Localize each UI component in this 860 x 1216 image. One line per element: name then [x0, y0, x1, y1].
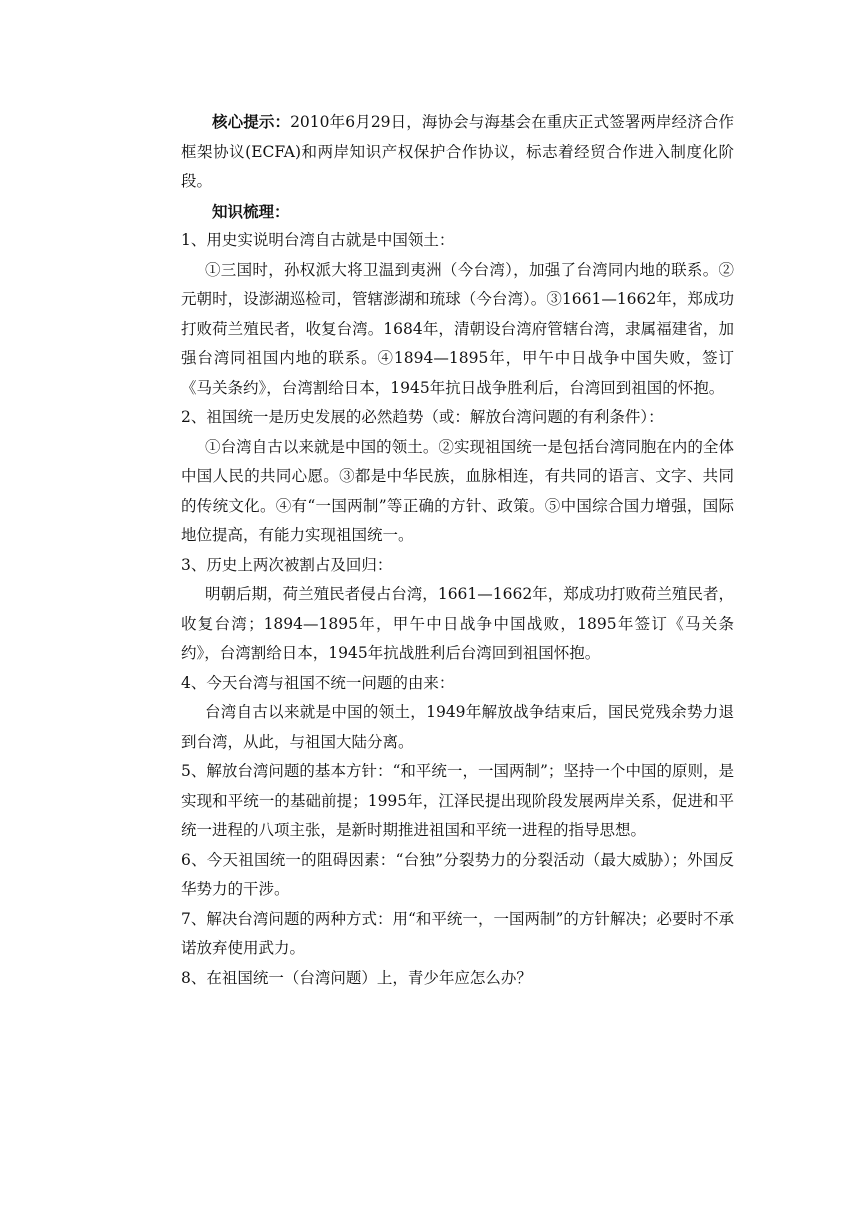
core-tip-paragraph: [181, 107, 734, 197]
section-2-body: ①台湾自古以来就是中国的领土。②实现祖国统一是包括台湾同胞在内的全体中国人民的共同心愿。③都是中华民族，血脉相连，有共同的语言、文字、共同的传统文化。④有“一国两制”等正确的方针、政策。⑤中国综合国力增强，国际地位提高，有能力实现祖国统一。: [181, 437, 734, 544]
section-3-heading: 3、历史上两次被割占及回归：: [181, 555, 393, 574]
document-content: [181, 107, 734, 993]
section-2-heading: 2、祖国统一是历史发展的必然趋势（或：解放台湾问题的有利条件）：: [181, 408, 664, 426]
item-6: 6、今天祖国统一的阻碍因素：“台独”分裂势力的分裂活动（最大威胁）；外国反华势力的干涉。: [181, 850, 734, 898]
item-8: 8、在祖国统一（台湾问题）上，青少年应怎么办？: [181, 968, 532, 987]
core-tip-label: 核心提示：: [212, 112, 291, 131]
item-7: 7、解决台湾问题的两种方式：用“和平统一，一国两制”的方针解决；必要时不承诺放弃使用武力。: [181, 909, 734, 957]
section-1-body: ①三国时，孙权派大将卫温到夷洲（今台湾），加强了台湾同内地的联系。②元朝时，设澎湖巡检司，管辖澎湖和琉球（今台湾）。③1661—1662年，郑成功打败荷兰殖民者，收复台湾。1684年，清朝设台湾府管辖台湾，隶属福建省，加强台湾同祖国内地的联系。④1894—1895年，甲午中日战争中国失败，签订《马关条约》，台湾割给日本，1945年抗日战争胜利后，台湾回到祖国的怀抱。: [181, 260, 734, 397]
section-4-body: 台湾自古以来就是中国的领土，1949年解放战争结束后，国民党残余势力退到台湾，从此，与祖国大陆分离。: [181, 703, 734, 751]
section-4-heading: 4、今天台湾与祖国不统一问题的由来：: [181, 673, 455, 692]
knowledge-title: 知识梳理：: [212, 201, 290, 221]
item-5: 5、解放台湾问题的基本方针：“和平统一，一国两制”；坚持一个中国的原则，是实现和平统一的基础前提；1995年，江泽民提出现阶段发展两岸关系，促进和平统一进程的八项主张，是新时期推进祖国和平统一进程的指导思想。: [181, 762, 734, 839]
section-3-body: 明朝后期，荷兰殖民者侵占台湾，1661—1662年，郑成功打败荷兰殖民者，收复台湾；1894—1895年，甲午中日战争中国战败，1895年签订《马关条约》，台湾割给日本，1945年抗战胜利后台湾回到祖国怀抱。: [181, 585, 734, 662]
core-tip-text: 2010年6月29日，海协会与海基会在重庆正式签署两岸经济合作框架协议(ECFA)和两岸知识产权保护合作协议，标志着经贸合作进入制度化阶段。: [181, 113, 734, 190]
section-1-heading: 1、用史实说明台湾自古就是中国领土：: [181, 231, 455, 249]
